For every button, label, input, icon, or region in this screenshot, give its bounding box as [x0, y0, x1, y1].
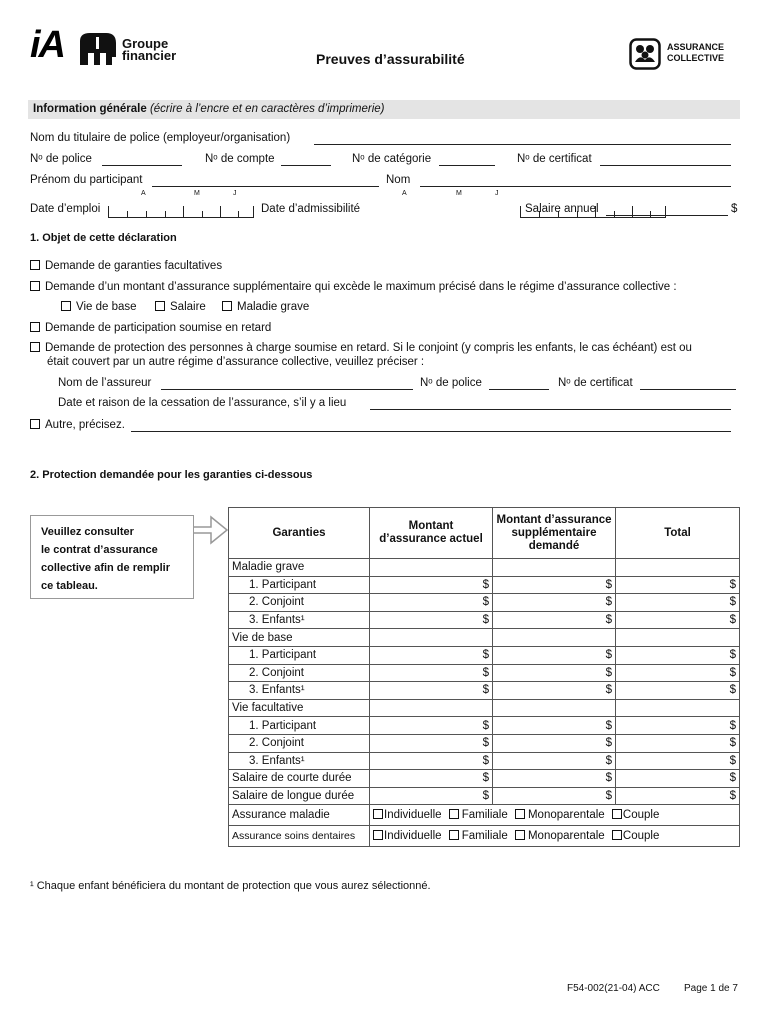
checkbox[interactable] [222, 301, 232, 311]
option-single-parent[interactable]: Monoparentale [515, 830, 605, 842]
checkbox[interactable] [30, 342, 40, 352]
table-row [229, 646, 740, 664]
header-garanties: Garanties [229, 508, 370, 559]
amount-cell[interactable]: $ [616, 594, 740, 612]
account-no-label: Nᵒ de compte [205, 153, 275, 165]
amount-cell[interactable]: $ [370, 611, 493, 629]
amount-cell[interactable]: $ [616, 576, 740, 594]
health-plan-options [370, 805, 740, 826]
checkbox[interactable] [449, 830, 459, 840]
footnote: ¹ Chaque enfant bénéficiera du montant de protection que vous aurez sélectionné. [30, 880, 431, 892]
logo-text-2: financier [122, 48, 177, 63]
section2-heading: 2. Protection demandée pour les garanties ci-dessous [30, 469, 313, 481]
option-single-parent[interactable]: Monoparentale [515, 809, 605, 821]
amount-cell[interactable]: $ [493, 717, 616, 735]
company-logo [30, 24, 180, 72]
amount-cell[interactable]: $ [493, 770, 616, 788]
section-general-title: Information générale (écrire à l’encre et en caractères d’imprimerie) [33, 103, 385, 115]
coverage-table [228, 507, 740, 847]
table-row [229, 611, 740, 629]
checkbox[interactable] [30, 322, 40, 332]
arrow-right-icon [193, 515, 229, 545]
row-label: 2. Conjoint [229, 734, 370, 752]
checkbox[interactable] [155, 301, 165, 311]
amount-cell[interactable]: $ [370, 682, 493, 700]
amount-cell[interactable]: $ [370, 770, 493, 788]
last-name-label: Nom [386, 174, 411, 186]
amount-cell[interactable]: $ [370, 752, 493, 770]
last-name-field[interactable] [420, 186, 731, 187]
option-individual[interactable]: Individuelle [373, 830, 442, 842]
date-year-label-2: A [402, 190, 407, 197]
date-month-label-2: M [456, 190, 462, 197]
policyholder-label: Nom du titulaire de police (employeur/organisation) [30, 132, 291, 144]
amount-cell[interactable]: $ [370, 787, 493, 805]
salary-dollar: $ [731, 203, 738, 215]
eligibility-date-label: Date d’admissibilité [261, 203, 361, 215]
first-name-field[interactable] [152, 186, 379, 187]
table-row [229, 717, 740, 735]
option-other[interactable]: Autre, précisez. [30, 419, 125, 431]
table-row [229, 594, 740, 612]
late-dependents-line2: était couvert par un autre régime d’assurance collective, veuillez préciser : [47, 356, 425, 368]
row-label: 1. Participant [229, 717, 370, 735]
header-current-amount: Montant d’assurance actuel [370, 508, 493, 559]
section1-heading: 1. Objet de cette déclaration [30, 232, 177, 244]
amount-cell[interactable]: $ [370, 734, 493, 752]
amount-cell[interactable]: $ [616, 734, 740, 752]
cessation-label: Date et raison de la cessation de l’assurance, s’il y a lieu [58, 397, 347, 409]
row-label: 2. Conjoint [229, 594, 370, 612]
date-day-label-2: J [495, 190, 499, 197]
checkbox[interactable] [30, 281, 40, 291]
table-row [229, 770, 740, 788]
badge-line2: COLLECTIVE [667, 53, 725, 63]
checkbox[interactable] [612, 809, 622, 819]
amount-cell[interactable]: $ [616, 717, 740, 735]
date-month-label: M [194, 190, 200, 197]
table-row [229, 752, 740, 770]
option-critical-illness[interactable]: Maladie grave [222, 301, 309, 313]
checkbox[interactable] [449, 809, 459, 819]
page-title: Preuves d’assurabilité [316, 51, 465, 67]
amount-cell[interactable]: $ [370, 717, 493, 735]
amount-cell[interactable]: $ [616, 752, 740, 770]
insurer-label: Nom de l’assureur [58, 377, 152, 389]
note-box [30, 515, 194, 599]
checkbox[interactable] [515, 809, 525, 819]
table-row [229, 805, 740, 826]
first-name-label: Prénom du participant [30, 174, 143, 186]
form-code: F54-002(21-04) ACC [567, 983, 660, 994]
category-no-field[interactable] [439, 165, 495, 166]
option-couple[interactable]: Couple [612, 809, 659, 821]
note-line: ce tableau. [41, 580, 98, 592]
amount-cell[interactable]: $ [493, 787, 616, 805]
table-row [229, 576, 740, 594]
employment-date-label: Date d’emploi [30, 203, 101, 215]
amount-cell[interactable]: $ [493, 576, 616, 594]
amount-cell[interactable]: $ [616, 611, 740, 629]
policy-no-field[interactable] [102, 165, 182, 166]
policyholder-field[interactable] [314, 144, 731, 145]
note-line: Veuillez consulter [41, 526, 134, 538]
amount-cell[interactable]: $ [493, 752, 616, 770]
checkbox[interactable] [30, 260, 40, 270]
cessation-field[interactable] [370, 409, 731, 410]
row-label: Vie de base [229, 629, 370, 647]
annual-salary-field[interactable] [606, 215, 728, 216]
amount-cell[interactable]: $ [493, 682, 616, 700]
table-row [229, 629, 740, 647]
table-row [229, 682, 740, 700]
amount-cell[interactable]: $ [493, 611, 616, 629]
option-family[interactable]: Familiale [449, 830, 508, 842]
insurer-policy-label: Nᵒ de police [420, 377, 482, 389]
amount-cell[interactable]: $ [493, 734, 616, 752]
option-optional-benefits[interactable]: Demande de garanties facultatives [30, 260, 222, 272]
dental-plan-options [370, 826, 740, 847]
checkbox[interactable] [61, 301, 71, 311]
table-row [229, 664, 740, 682]
badge-line1: ASSURANCE [667, 42, 725, 52]
checkbox[interactable] [612, 830, 622, 840]
table-header-row [229, 508, 740, 559]
table-row [229, 826, 740, 847]
header-additional-amount: Montant d’assurance supplémentaire demandé [493, 508, 616, 559]
policy-no-label: Nᵒ de police [30, 153, 92, 165]
amount-cell[interactable]: $ [370, 576, 493, 594]
table-row [229, 699, 740, 717]
group-people-icon [629, 38, 661, 70]
checkbox[interactable] [30, 419, 40, 429]
row-label: 3. Enfants¹ [229, 611, 370, 629]
amount-cell[interactable]: $ [493, 664, 616, 682]
row-label: Assurance soins dentaires [229, 826, 370, 847]
other-field[interactable] [131, 431, 731, 432]
amount-cell[interactable]: $ [370, 646, 493, 664]
amount-cell[interactable]: $ [616, 787, 740, 805]
amount-cell[interactable]: $ [370, 664, 493, 682]
logo-text-1: Groupe [122, 36, 169, 51]
option-individual[interactable]: Individuelle [373, 809, 442, 821]
option-couple[interactable]: Couple [612, 830, 659, 842]
option-family[interactable]: Familiale [449, 809, 508, 821]
checkbox[interactable] [373, 830, 383, 840]
table-row [229, 734, 740, 752]
date-year-label: A [141, 190, 146, 197]
certificate-no-field[interactable] [600, 165, 731, 166]
amount-cell[interactable]: $ [616, 664, 740, 682]
row-label: 1. Participant [229, 646, 370, 664]
insurer-certificate-label: Nᵒ de certificat [558, 377, 633, 389]
option-late-dependents[interactable]: Demande de protection des personnes à charge soumise en retard. Si le conjoint (y compris les enfants, le cas échéant) est ou [30, 342, 692, 354]
option-additional-amount[interactable]: Demande d’un montant d’assurance supplémentaire qui excède le maximum précisé dans le régime d’assurance collective : [30, 281, 677, 293]
row-label: Salaire de courte durée [229, 770, 370, 788]
amount-cell[interactable]: $ [616, 646, 740, 664]
amount-cell[interactable]: $ [616, 682, 740, 700]
insurer-certificate-field[interactable] [640, 389, 736, 390]
option-salary[interactable]: Salaire [155, 301, 206, 313]
row-label: 1. Participant [229, 576, 370, 594]
insurer-field[interactable] [161, 389, 413, 390]
date-day-label: J [233, 190, 237, 197]
employment-date-field[interactable] [108, 208, 254, 218]
row-label: Assurance maladie [229, 805, 370, 826]
row-label: 2. Conjoint [229, 664, 370, 682]
table-row [229, 559, 740, 577]
option-basic-life[interactable]: Vie de base [61, 301, 137, 313]
amount-cell[interactable]: $ [370, 594, 493, 612]
table-row [229, 787, 740, 805]
annual-salary-label: Salaire annuel [525, 203, 599, 215]
checkbox[interactable] [373, 809, 383, 819]
certificate-no-label: Nᵒ de certificat [517, 153, 592, 165]
logo-mark: iA [30, 24, 64, 66]
row-label: Maladie grave [229, 559, 370, 577]
account-no-field[interactable] [281, 165, 331, 166]
checkbox[interactable] [515, 830, 525, 840]
elephant-icon [76, 31, 118, 67]
row-label: 3. Enfants¹ [229, 682, 370, 700]
amount-cell[interactable]: $ [616, 770, 740, 788]
row-label: Vie facultative [229, 699, 370, 717]
note-line: le contrat d’assurance [41, 544, 158, 556]
note-line: collective afin de remplir [41, 562, 170, 574]
option-late-participation[interactable]: Demande de participation soumise en retard [30, 322, 271, 334]
amount-cell[interactable]: $ [493, 594, 616, 612]
page-number: Page 1 de 7 [684, 983, 738, 994]
insurer-policy-field[interactable] [489, 389, 549, 390]
amount-cell[interactable]: $ [493, 646, 616, 664]
header-total: Total [616, 508, 740, 559]
category-no-label: Nᵒ de catégorie [352, 153, 432, 165]
row-label: 3. Enfants¹ [229, 752, 370, 770]
row-label: Salaire de longue durée [229, 787, 370, 805]
